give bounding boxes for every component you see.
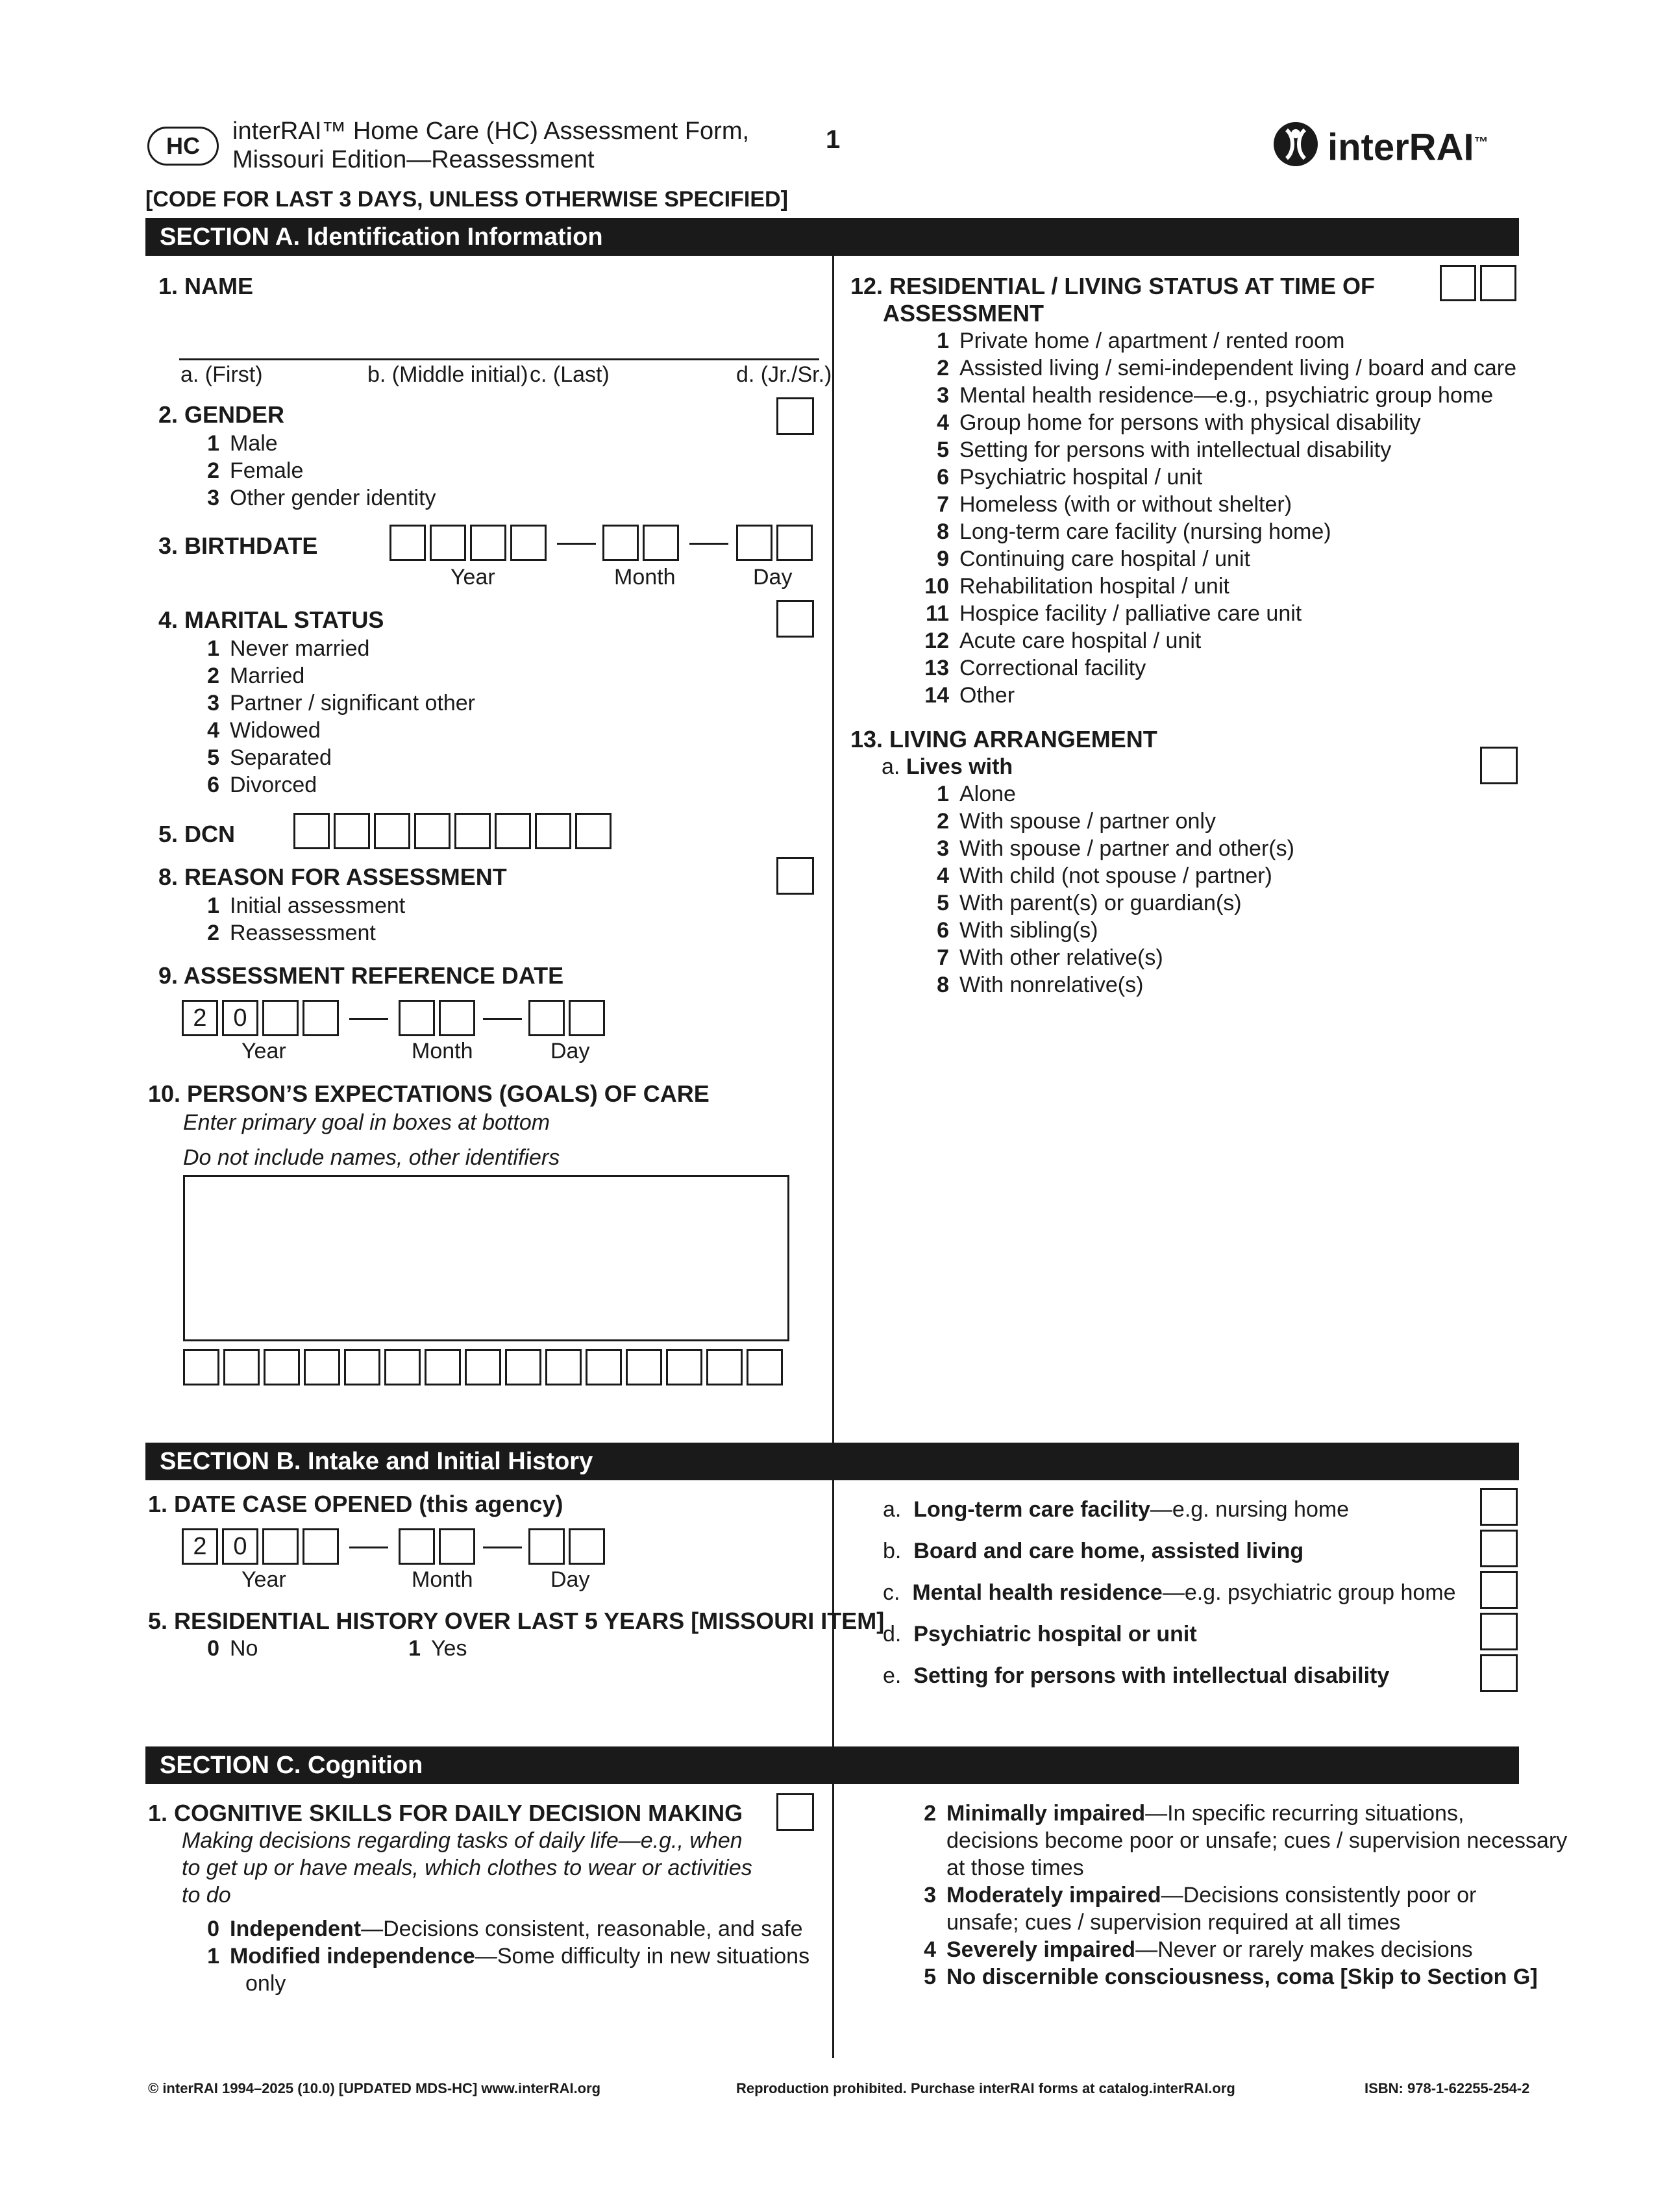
date-opened-month-digit[interactable] [439, 1528, 475, 1565]
birthdate-year-caption: Year [451, 565, 495, 590]
residential-option: 9 Continuing care hospital / unit [937, 547, 1250, 571]
cognitive-skills-desc: to get up or have meals, which clothes to wear or activities [182, 1856, 752, 1880]
cognitive-skills-desc: to do [182, 1883, 231, 1907]
date-separator [483, 1018, 522, 1020]
date-opened-year-caption: Year [241, 1567, 286, 1592]
goal-code-cell[interactable] [304, 1349, 340, 1385]
date-separator [689, 543, 728, 545]
reason-input[interactable] [776, 857, 814, 895]
name-label: 1. NAME [158, 273, 254, 299]
form-title-line2: Missouri Edition—Reassessment [232, 146, 595, 173]
name-middle-label: b. (Middle initial) [367, 362, 528, 387]
cognitive-skills-input[interactable] [776, 1793, 814, 1831]
ref-date-month-caption: Month [412, 1039, 473, 1063]
goal-code-cell[interactable] [505, 1349, 541, 1385]
living-option: 3 With spouse / partner and other(s) [937, 836, 1294, 861]
goal-code-cell[interactable] [626, 1349, 662, 1385]
date-opened-day-digit[interactable] [528, 1528, 565, 1565]
name-line [179, 358, 819, 360]
ref-date-year-digit[interactable]: 2 [182, 1000, 218, 1036]
goal-code-cell[interactable] [223, 1349, 260, 1385]
date-opened-month-digit[interactable] [399, 1528, 435, 1565]
ref-date-year-digit[interactable] [262, 1000, 299, 1036]
goal-code-cell[interactable] [183, 1349, 219, 1385]
facility-item: d. Psychiatric hospital or unit [883, 1622, 1197, 1646]
birthdate-day-digit[interactable] [776, 525, 813, 561]
living-option: 7 With other relative(s) [937, 945, 1163, 970]
goal-code-cell[interactable] [747, 1349, 783, 1385]
date-opened-day-caption: Day [550, 1567, 590, 1592]
birthdate-month-digit[interactable] [643, 525, 679, 561]
column-divider [832, 1784, 834, 2058]
date-opened-year-digit[interactable]: 0 [222, 1528, 258, 1565]
goal-code-cell[interactable] [344, 1349, 380, 1385]
name-suffix-label: d. (Jr./Sr.) [736, 362, 832, 387]
birthdate-year-digit[interactable] [510, 525, 547, 561]
residential-option: 11 Hospice facility / palliative care unit [926, 601, 1302, 626]
facility-input[interactable] [1480, 1488, 1518, 1526]
cognitive-option: 3 Moderately impaired—Decisions consistently poor or [924, 1883, 1477, 1907]
goal-code-cell[interactable] [666, 1349, 702, 1385]
date-opened-day-digit[interactable] [569, 1528, 605, 1565]
marital-option: 3 Partner / significant other [207, 691, 475, 715]
footer-isbn: ISBN: 978-1-62255-254-2 [1365, 2080, 1530, 2096]
facility-item: c. Mental health residence—e.g. psychiatric group home [883, 1580, 1456, 1605]
dcn-digit[interactable] [575, 813, 611, 849]
residential-option: 13 Correctional facility [924, 656, 1146, 680]
res-history-label: 5. RESIDENTIAL HISTORY OVER LAST 5 YEARS [MISSOURI ITEM] [148, 1608, 885, 1634]
ref-date-year-caption: Year [241, 1039, 286, 1063]
residential-label: 12. RESIDENTIAL / LIVING STATUS AT TIME OF [850, 273, 1376, 299]
gender-label: 2. GENDER [158, 401, 285, 428]
footer-copyright: © interRAI 1994–2025 (10.0) [UPDATED MDS-HC] www.interRAI.org [148, 2080, 601, 2096]
ref-date-month-digit[interactable] [399, 1000, 435, 1036]
ref-date-month-digit[interactable] [439, 1000, 475, 1036]
residential-option: 7 Homeless (with or without shelter) [937, 492, 1292, 517]
section-a-header: SECTION A. Identification Information [145, 218, 1519, 256]
ref-date-day-digit[interactable] [528, 1000, 565, 1036]
living-option: 2 With spouse / partner only [937, 809, 1216, 834]
cognitive-skills-desc: Making decisions regarding tasks of daily life—e.g., when [182, 1828, 743, 1853]
birthdate-year-digit[interactable] [470, 525, 506, 561]
dcn-digit[interactable] [334, 813, 370, 849]
facility-item: e. Setting for persons with intellectual disability [883, 1663, 1390, 1688]
reason-label: 8. REASON FOR ASSESSMENT [158, 863, 507, 890]
residential-label-cont: ASSESSMENT [883, 300, 1044, 327]
residential-option: 3 Mental health residence—e.g., psychiatric group home [937, 383, 1494, 408]
reason-option: 2 Reassessment [207, 921, 376, 945]
cognitive-option: 4 Severely impaired—Never or rarely makes decisions [924, 1937, 1473, 1962]
dcn-digit[interactable] [374, 813, 410, 849]
marital-option: 6 Divorced [207, 773, 317, 797]
residential-option: 2 Assisted living / semi-independent living / board and care [937, 356, 1517, 380]
date-separator [349, 1018, 388, 1020]
gender-option: 1 Male [207, 431, 278, 456]
marital-label: 4. MARITAL STATUS [158, 606, 384, 633]
page-number: 1 [826, 125, 841, 154]
dcn-label: 5. DCN [158, 821, 236, 847]
facility-input[interactable] [1480, 1571, 1518, 1609]
cognitive-option-cont: at those times [946, 1856, 1084, 1880]
living-option: 1 Alone [937, 782, 1016, 806]
cognitive-option: 2 Minimally impaired—In specific recurring situations, [924, 1801, 1464, 1826]
cognitive-option-cont: decisions become poor or unsafe; cues / supervision necessary [946, 1828, 1568, 1853]
ref-date-day-digit[interactable] [569, 1000, 605, 1036]
section-b-header: SECTION B. Intake and Initial History [145, 1443, 1519, 1480]
facility-input[interactable] [1480, 1530, 1518, 1567]
ref-date-day-caption: Day [550, 1039, 590, 1063]
living-sub-label: a. Lives with [882, 754, 1013, 779]
dcn-digit[interactable] [293, 813, 330, 849]
birthdate-day-digit[interactable] [736, 525, 772, 561]
code-instruction: [CODE FOR LAST 3 DAYS, UNLESS OTHERWISE SPECIFIED] [145, 187, 788, 212]
cognitive-option: 0 Independent—Decisions consistent, reasonable, and safe [207, 1917, 803, 1941]
gender-option: 3 Other gender identity [207, 486, 436, 510]
dcn-digit[interactable] [414, 813, 451, 849]
cognitive-skills-label: 1. COGNITIVE SKILLS FOR DAILY DECISION MAKING [148, 1800, 743, 1826]
footer-reproduction: Reproduction prohibited. Purchase interRAI forms at catalog.interRAI.org [736, 2080, 1235, 2096]
residential-code-cell[interactable] [1480, 265, 1516, 301]
date-opened-label: 1. DATE CASE OPENED (this agency) [148, 1491, 563, 1517]
facility-item: b. Board and care home, assisted living [883, 1539, 1304, 1563]
goal-code-cell[interactable] [586, 1349, 622, 1385]
living-option: 4 With child (not spouse / partner) [937, 863, 1272, 888]
birthdate-month-caption: Month [614, 565, 676, 590]
residential-option: 14 Other [924, 683, 1015, 708]
hc-badge: HC [147, 127, 219, 166]
birthdate-month-digit[interactable] [602, 525, 639, 561]
cognitive-option-cont: unsafe; cues / supervision required at all times [946, 1910, 1401, 1935]
facility-item: a. Long-term care facility—e.g. nursing home [883, 1497, 1350, 1522]
living-option: 6 With sibling(s) [937, 918, 1098, 943]
goal-code-cell[interactable] [264, 1349, 300, 1385]
date-separator [349, 1547, 388, 1548]
reason-option: 1 Initial assessment [207, 893, 406, 918]
section-c-header: SECTION C. Cognition [145, 1746, 1519, 1784]
birthdate-label: 3. BIRTHDATE [158, 532, 318, 559]
facility-input[interactable] [1480, 1613, 1518, 1650]
marital-option: 1 Never married [207, 636, 370, 661]
res-history-option-yes: 1 Yes [408, 1636, 467, 1661]
residential-option: 4 Group home for persons with physical disability [937, 410, 1421, 435]
dcn-digit[interactable] [495, 813, 531, 849]
res-history-option-no: 0 No [207, 1636, 258, 1661]
residential-option: 5 Setting for persons with intellectual disability [937, 438, 1392, 462]
goals-textarea[interactable] [183, 1175, 789, 1341]
name-last-label: c. (Last) [530, 362, 610, 387]
birthdate-year-digit[interactable] [430, 525, 466, 561]
goal-code-cell[interactable] [425, 1349, 461, 1385]
gender-option: 2 Female [207, 458, 304, 483]
ref-date-year-digit[interactable] [303, 1000, 339, 1036]
residential-option: 10 Rehabilitation hospital / unit [924, 574, 1229, 599]
dcn-digit[interactable] [454, 813, 491, 849]
goals-label: 10. PERSON’S EXPECTATIONS (GOALS) OF CARE [148, 1080, 710, 1107]
goal-code-cell[interactable] [384, 1349, 421, 1385]
residential-option: 6 Psychiatric hospital / unit [937, 465, 1203, 490]
residential-option: 12 Acute care hospital / unit [924, 628, 1202, 653]
cognitive-option: 5 No discernible consciousness, coma [Skip to Section G] [924, 1965, 1538, 1989]
ref-date-label: 9. ASSESSMENT REFERENCE DATE [158, 962, 564, 989]
marital-input[interactable] [776, 600, 814, 638]
goals-instruction: Do not include names, other identifiers [183, 1145, 560, 1170]
date-opened-year-digit[interactable] [303, 1528, 339, 1565]
date-separator [557, 543, 596, 545]
name-first-label: a. (First) [180, 362, 263, 387]
logo-text: interRAI™ [1328, 126, 1489, 169]
living-option: 8 With nonrelative(s) [937, 973, 1144, 997]
date-separator [483, 1547, 522, 1548]
date-opened-year-digit[interactable] [262, 1528, 299, 1565]
facility-input[interactable] [1480, 1654, 1518, 1692]
goal-code-cell[interactable] [706, 1349, 743, 1385]
date-opened-year-digit[interactable]: 2 [182, 1528, 218, 1565]
living-option: 5 With parent(s) or guardian(s) [937, 891, 1242, 915]
cognitive-option-cont: only [245, 1971, 286, 1996]
living-label: 13. LIVING ARRANGEMENT [850, 726, 1157, 752]
residential-option: 8 Long-term care facility (nursing home) [937, 519, 1331, 544]
goal-code-cell[interactable] [545, 1349, 582, 1385]
residential-option: 1 Private home / apartment / rented room [937, 329, 1345, 353]
ref-date-year-digit[interactable]: 0 [222, 1000, 258, 1036]
goals-instruction: Enter primary goal in boxes at bottom [183, 1110, 550, 1135]
marital-option: 5 Separated [207, 745, 332, 770]
goal-code-cell[interactable] [465, 1349, 501, 1385]
name-input[interactable] [179, 325, 815, 357]
cognitive-option: 1 Modified independence—Some difficulty in new situations [207, 1944, 810, 1969]
birthdate-day-caption: Day [753, 565, 793, 590]
living-input[interactable] [1480, 747, 1518, 784]
form-title-line1: interRAI™ Home Care (HC) Assessment Form, [232, 118, 750, 145]
marital-option: 4 Widowed [207, 718, 321, 743]
date-opened-month-caption: Month [412, 1567, 473, 1592]
column-divider [832, 256, 834, 1444]
gender-input[interactable] [776, 397, 814, 435]
interrai-logo-icon [1272, 121, 1319, 168]
residential-code-cell[interactable] [1440, 265, 1476, 301]
birthdate-year-digit[interactable] [389, 525, 426, 561]
marital-option: 2 Married [207, 664, 305, 688]
dcn-digit[interactable] [535, 813, 571, 849]
